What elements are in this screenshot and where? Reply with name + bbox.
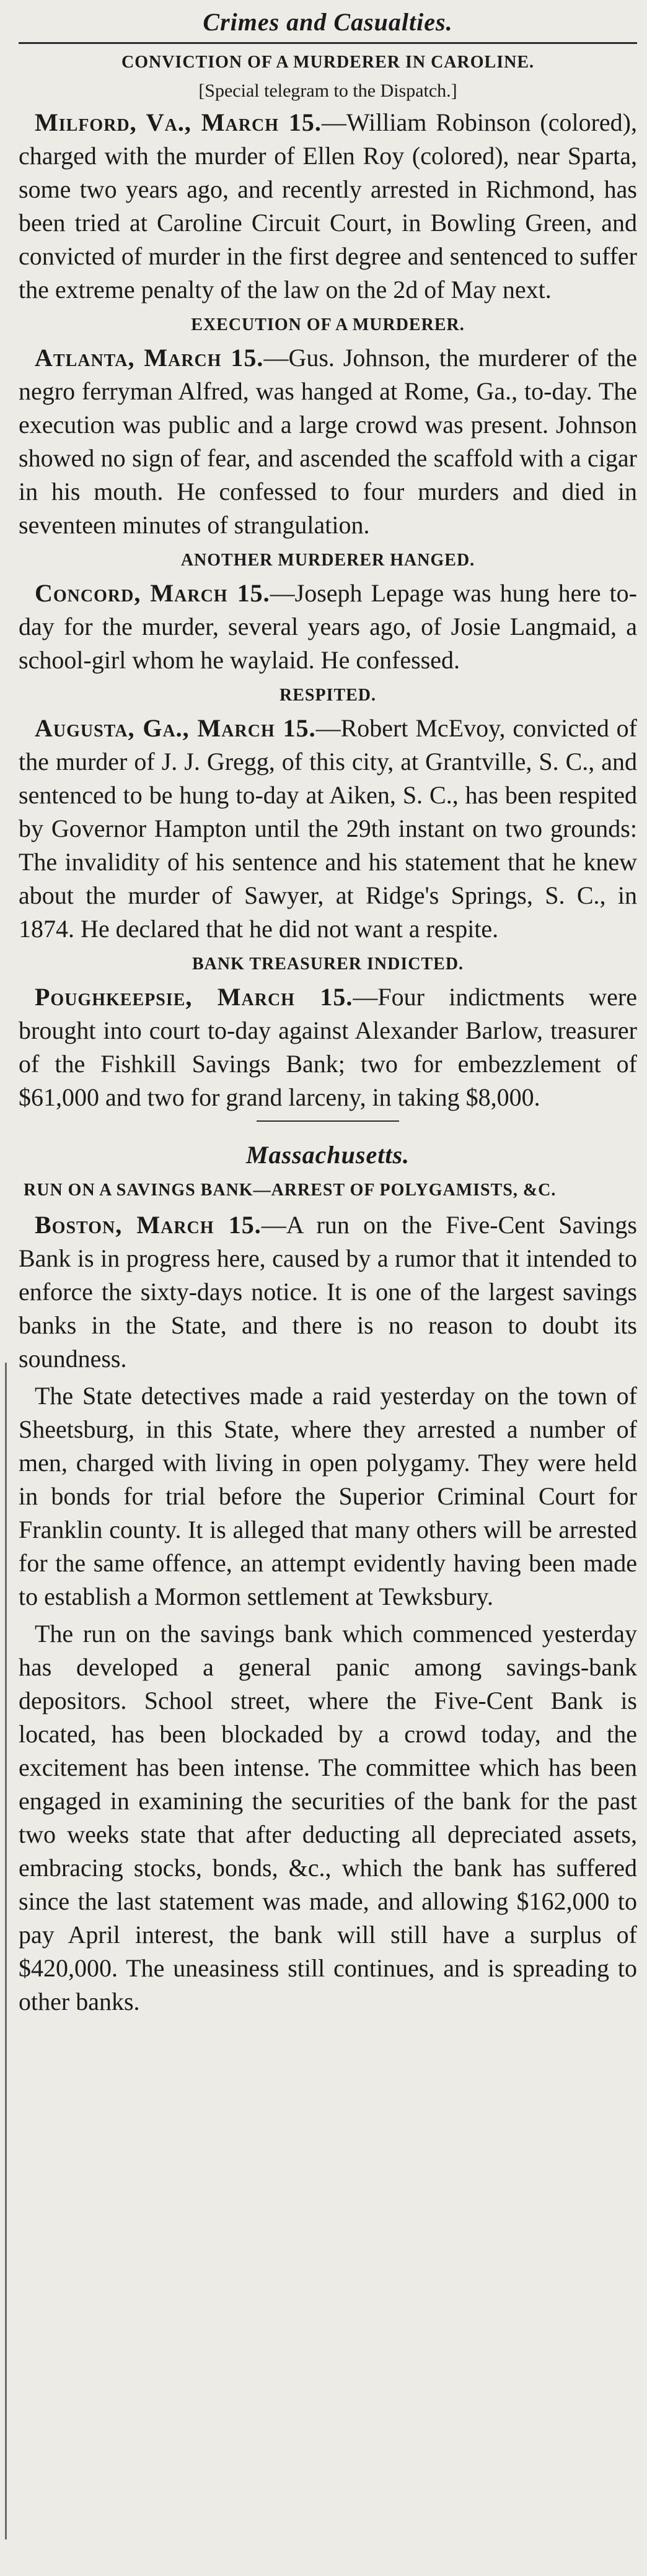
article-text: —Joseph Lepage was hung here to-day for the murder, several years ago, of Josie Langmaid, a school-girl whom he waylaid. He confessed. [19, 579, 637, 674]
article-respited [19, 712, 637, 946]
divider [19, 42, 637, 44]
dateline: Atlanta, March 15. [35, 344, 264, 372]
article-text: —Robert McEvoy, convicted of the murder of J. J. Gregg, of this city, at Grantville, S. C., and sentenced to be hung to-day at Aiken, S. C., has been respited by Governor Hampton until the 29th instant on two grounds: The invalidity of his sentence and his statement that he knew about the murder of Sawyer, at Ridge's Springs, S. C., in 1874. He declared that he did not want a respite. [19, 714, 637, 943]
article-bank-treasurer [19, 980, 637, 1114]
article-text: —William Robinson (colored), charged with the murder of Ellen Roy (colored), near Sparta, some two years ago, and recently arrested in Richmond, has been tried at Caroline Circuit Court, in Bowling Green, and convicted of murder in the first degree and sentenced to suffer the extreme penalty of the law on the 2d of May next. [19, 108, 637, 303]
dateline: Augusta, Ga., March 15. [35, 714, 316, 742]
article-text: —Four indictments were brought into court to-day against Alexander Barlow, treasurer of the Fishkill Savings Bank; two for embezzlement of $61,000 and two for grand larceny, in taking $8,000. [19, 983, 637, 1111]
section-title-massachusetts: Massachusetts. [245, 1141, 410, 1169]
article-polygamists: The State detectives made a raid yesterday on the town of Sheetsburg, in this State, where they arrested a number of men, charged with living in open polygamy. They were held in bonds for trial before the Superior Criminal Court for Franklin county. It is alleged that many others will be arrested for the same offence, an attempt evidently having been made to establish a Mormon settlement at Tewksbury. [19, 1382, 637, 1610]
dateline: Boston, March 15. [35, 1211, 262, 1239]
headline-savings-bank-run: RUN ON A SAVINGS BANK—ARREST OF POLYGAMISTS, &C. [24, 1181, 557, 1200]
headline-execution: EXECUTION OF A MURDERER. [191, 315, 465, 334]
article-boston-run [19, 1208, 637, 1376]
article-conviction [19, 106, 637, 307]
column-rule [5, 1363, 7, 2539]
article-another-hanged [19, 577, 637, 677]
headline-another-hanged: ANOTHER MURDERER HANGED. [180, 551, 475, 570]
article-bank-panic: The run on the savings bank which commenced yesterday has developed a general panic among savings-bank depositors. School street, where the Five-Cent Bank is located, has been blockaded by a crowd today, and the excitement has been intense. The committee which has been engaged in examining the securities of the bank for the past two weeks state that after deducting all depreciated assets, embracing stocks, bonds, &c., which the bank has suffered since the last statement was made, and allowing $162,000 to pay April interest, the bank will still have a surplus of $420,000. The uneasiness still continues, and is spreading to other banks. [19, 1620, 637, 2015]
dateline: Poughkeepsie, March 15. [35, 983, 353, 1011]
article-execution [19, 341, 637, 542]
section-title-crimes: Crimes and Casualties. [203, 8, 453, 36]
dateline: Concord, March 15. [35, 579, 270, 607]
divider-short [257, 1120, 399, 1122]
article-text: —A run on the Five-Cent Savings Bank is in progress here, caused by a rumor that it intended to enforce the sixty-days notice. It is one of the largest savings banks in the State, and there is no reason to doubt its soundness. [19, 1211, 637, 1373]
headline-respited: RESPITED. [279, 686, 377, 705]
headline-conviction: CONVICTION OF A MURDERER IN CAROLINE. [121, 53, 534, 72]
headline-bank-treasurer: BANK TREASURER INDICTED. [191, 954, 464, 974]
dateline: Milford, Va., March 15. [35, 108, 322, 136]
article-text: —Gus. Johnson, the murderer of the negro ferryman Alfred, was hanged at Rome, Ga., to-day. The execution was public and a large crowd was present. Johnson showed no sign of fear, and ascended the scaffold with a cigar in his mouth. He confessed to four murders and died in seventeen minutes of strangulation. [19, 344, 637, 539]
special-telegram-note: [Special telegram to the Dispatch.] [198, 81, 457, 101]
